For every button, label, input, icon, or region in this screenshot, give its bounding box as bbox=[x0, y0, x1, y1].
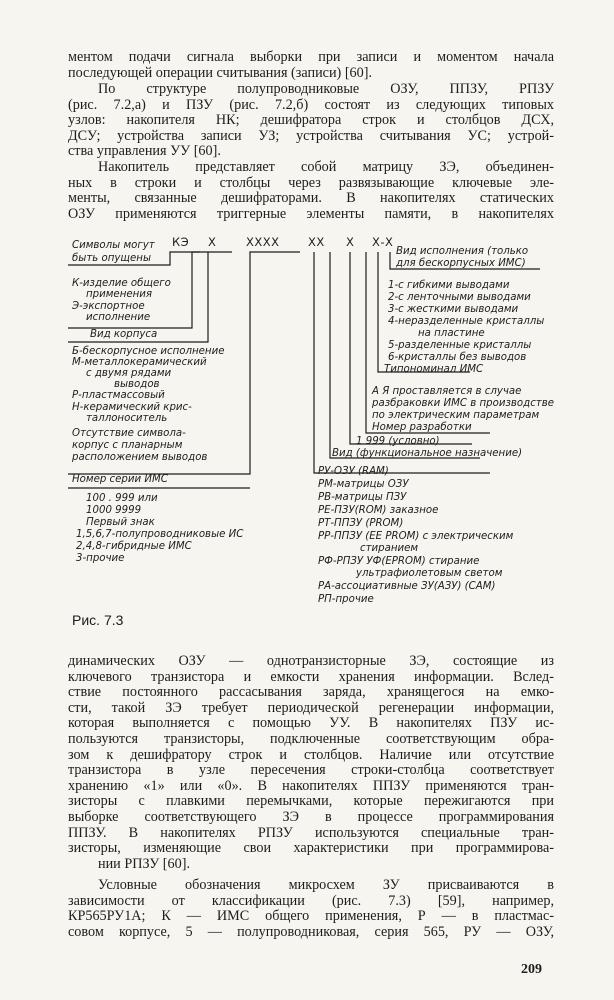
text-line: транзистора в узле пересечения строки-столбца соответствует bbox=[68, 762, 554, 779]
right-label: Типономинал ИМС bbox=[384, 364, 484, 375]
code-part-xxxx: ХХХХ bbox=[246, 235, 280, 249]
right-label: Номер разработки bbox=[372, 422, 472, 433]
right-label: РВ-матрицы ПЗУ bbox=[318, 492, 407, 503]
text-line: По структуре полупроводниковые ОЗУ, ППЗУ, РПЗУ bbox=[98, 81, 554, 97]
left-label: 1000 9999 bbox=[86, 505, 142, 516]
right-label: на пластине bbox=[418, 328, 485, 339]
text-line: ства управления УУ [60]. bbox=[68, 143, 221, 160]
right-label: РР-ППЗУ (EE PROM) с электрическим bbox=[318, 531, 514, 542]
text-line: которая выполняется с помощью УУ. В накопителях ПЗУ ис- bbox=[68, 715, 554, 732]
text-line: ОЗУ применяются триггерные элементы памяти, в накопителях bbox=[68, 205, 554, 222]
text-line: ключевого транзистора и емкости хранения информации. Вслед- bbox=[68, 668, 554, 685]
right-label: РА-ассоциативные ЗУ(АЗУ) (CAM) bbox=[318, 581, 496, 592]
left-label: с двумя рядами bbox=[86, 368, 172, 379]
text-line: (рис. 7.2,а) и ПЗУ (рис. 7.2,б) состоят из следующих типовых bbox=[68, 96, 554, 113]
right-label: 1-с гибкими выводами bbox=[388, 280, 510, 291]
right-label: РП-прочие bbox=[318, 594, 374, 605]
right-label: РЕ-ПЗУ(ROM) заказное bbox=[318, 505, 439, 516]
left-label: быть опущены bbox=[72, 253, 151, 264]
right-label: по электрическим параметрам bbox=[372, 410, 540, 421]
paragraph-designations bbox=[68, 878, 554, 940]
text-line: совом корпусе, 5 — полупроводниковая, серия 565, РУ — ОЗУ, bbox=[68, 923, 554, 940]
left-label: таллоноситель bbox=[86, 413, 168, 424]
text-line: сти, такой ЗЭ требует периодической регенерации информации, bbox=[68, 699, 554, 716]
left-label: 3-прочие bbox=[76, 553, 125, 564]
text-line: ментом подачи сигнала выборки при записи и моментом начала bbox=[68, 49, 554, 65]
left-label: корпус с планарным bbox=[72, 440, 183, 451]
code-part-x1: Х bbox=[208, 235, 217, 249]
right-label: для бескорпусных ИМС) bbox=[396, 258, 526, 269]
paragraph-dynamic bbox=[68, 654, 554, 872]
right-label: 1 999 (условно) bbox=[356, 436, 440, 447]
text-line: зависимости от классификации (рис. 7.3) [59], например, bbox=[68, 892, 554, 909]
left-label: Первый знак bbox=[86, 517, 155, 528]
right-label: ультрафиолетовым светом bbox=[356, 568, 503, 579]
left-label: Вид корпуса bbox=[90, 329, 158, 340]
right-label: А Я проставляется в случае bbox=[372, 386, 522, 397]
left-label: исполнение bbox=[86, 312, 151, 323]
figure-7-3-diagram bbox=[60, 226, 580, 626]
left-label: Символы могут bbox=[72, 240, 155, 251]
right-label: РУ-ОЗУ (RAM) bbox=[318, 466, 389, 477]
paragraph-accumulator bbox=[68, 160, 554, 222]
right-label: 5-разделенные кристаллы bbox=[388, 340, 532, 351]
page-number: 209 bbox=[521, 962, 542, 977]
text-line: хранению «1» или «0». В накопителях ППЗУ применяются тран- bbox=[68, 777, 554, 794]
text-line: Условные обозначения микросхем ЗУ присваиваются в bbox=[98, 877, 554, 893]
text-line: КР565РУ1А; К — ИМС общего применения, Р — в пластмас- bbox=[68, 908, 554, 925]
text-line: зисторы, изменяющие свои характеристики при программирова- bbox=[68, 840, 554, 857]
left-label: Б-бескорпусное исполнение bbox=[72, 346, 225, 357]
text-line: менты, связанные дешифраторами. В накопителях статических bbox=[68, 190, 554, 207]
text-line: ных в строки и столбцы через развязывающие ключевые эле- bbox=[68, 174, 554, 191]
left-label: Отсутствие символа- bbox=[72, 428, 186, 439]
left-label: применения bbox=[86, 289, 153, 300]
right-label: 2-с ленточными выводами bbox=[388, 292, 531, 303]
left-label: К-изделие общего bbox=[72, 278, 171, 289]
code-part-ke: КЭ bbox=[172, 235, 190, 249]
text-line: зисторы с плавкими перемычками, которые пережигаются при bbox=[68, 793, 554, 810]
text-line: ДСУ; устройства записи УЗ; устройства считывания УС; устрой- bbox=[68, 127, 554, 144]
right-label: 6-кристаллы без выводов bbox=[388, 352, 527, 363]
text-line: динамических ОЗУ — однотранзисторные ЗЭ, состоящие из bbox=[68, 653, 554, 669]
text-line: Накопитель представляет собой матрицу ЗЭ, объединен- bbox=[98, 159, 554, 175]
left-label: Н-керамический крис- bbox=[72, 402, 192, 413]
text-line: узлов: накопителя НК; дешифратора строк и столбцов ДСХ, bbox=[68, 112, 554, 129]
code-part-xx: ХХ bbox=[308, 235, 325, 249]
paragraph-continued bbox=[68, 50, 554, 81]
text-line: выборке соответствующего ЗЭ в процессе программирования bbox=[68, 808, 554, 825]
left-label: Э-экспортное bbox=[72, 301, 145, 312]
text-line: пользуются транзисторы, подключенные соответствующим обра- bbox=[68, 730, 554, 747]
right-label: РМ-матрицы ОЗУ bbox=[318, 479, 409, 490]
left-label: 1,5,6,7-полупроводниковые ИС bbox=[76, 529, 244, 540]
right-label: 4-неразделенные кристаллы bbox=[388, 316, 545, 327]
text-line: нии РПЗУ [60]. bbox=[98, 855, 190, 872]
code-part-x2: Х bbox=[346, 235, 355, 249]
left-label: Номер серии ИМС bbox=[72, 474, 168, 485]
right-label: Вид исполнения (только bbox=[396, 246, 529, 257]
right-label: Вид (функциональное назначение) bbox=[332, 448, 523, 459]
text-line: последующей операции считывания (записи) [60]. bbox=[68, 64, 373, 81]
right-label: стиранием bbox=[360, 543, 419, 554]
paragraph-structure bbox=[68, 82, 554, 160]
right-label: 3-с жесткими выводами bbox=[388, 304, 519, 315]
right-label: РТ-ППЗУ (PROM) bbox=[318, 518, 404, 529]
text-line: ствие постоянного рассасывания заряда, хранящегося на емко- bbox=[68, 684, 554, 701]
left-label: 100 . 999 или bbox=[86, 493, 158, 504]
right-label: разбраковки ИМС в производстве bbox=[372, 398, 555, 409]
text-line: зом к дешифратору строк и столбцов. Наличие или отсутствие bbox=[68, 746, 554, 763]
right-label: РФ-РПЗУ УФ(EPROM) стирание bbox=[318, 556, 480, 567]
left-label: Р-пластмассовый bbox=[72, 390, 165, 401]
left-label: 2,4,8-гибридные ИМС bbox=[76, 541, 192, 552]
left-label: расположением выводов bbox=[72, 452, 208, 463]
left-label: выводов bbox=[114, 379, 160, 390]
text-line: ППЗУ. В накопителях РПЗУ используются специальные тран- bbox=[68, 824, 554, 841]
figure-caption: Рис. 7.3 bbox=[72, 612, 124, 628]
code-part-x-x: Х-Х bbox=[372, 235, 394, 249]
left-label: М-металлокерамический bbox=[72, 357, 207, 368]
